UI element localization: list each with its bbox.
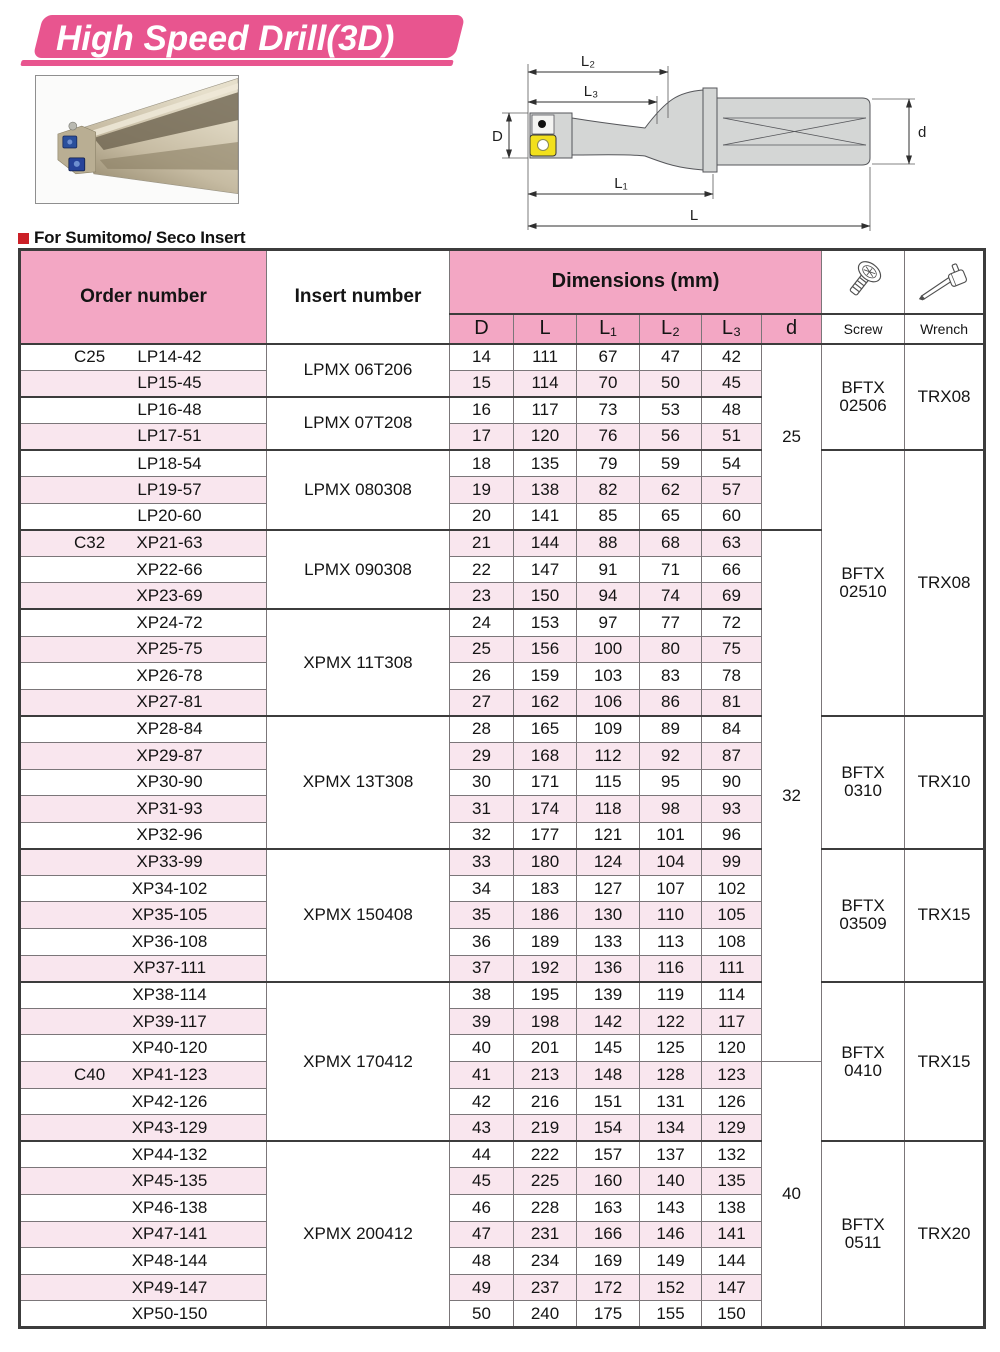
dim-cell: 135 xyxy=(514,450,577,477)
dim-cell: 183 xyxy=(514,875,577,902)
dim-cell: 138 xyxy=(514,476,577,503)
dim-cell: 35 xyxy=(450,902,514,929)
table-row xyxy=(20,716,985,743)
dim-cell: 88 xyxy=(577,530,640,557)
dim-cell: 85 xyxy=(577,503,640,530)
dim-cell: 102 xyxy=(702,875,762,902)
dim-cell: 27 xyxy=(450,689,514,716)
order-cell: XP31-93 xyxy=(20,796,267,823)
dim-cell: 89 xyxy=(640,716,702,743)
d-cell: 40 xyxy=(762,1062,822,1328)
dim-cell: 40 xyxy=(450,1035,514,1062)
order-cell: XP49-147 xyxy=(20,1274,267,1301)
insert-cell: XPMX 200412 xyxy=(267,1141,450,1327)
dim-cell: 149 xyxy=(640,1248,702,1275)
dim-cell: 142 xyxy=(577,1008,640,1035)
dim-cell: 41 xyxy=(450,1062,514,1089)
dim-cell: 180 xyxy=(514,849,577,876)
dim-cell: 29 xyxy=(450,742,514,769)
screw-label: Screw xyxy=(822,314,905,344)
dim-cell: 231 xyxy=(514,1221,577,1248)
dim-cell: 105 xyxy=(702,902,762,929)
dim-cell: 160 xyxy=(577,1168,640,1195)
dim-cell: 140 xyxy=(640,1168,702,1195)
dim-cell: 42 xyxy=(702,344,762,371)
dim-cell: 22 xyxy=(450,556,514,583)
dim-col-L3: L₃ xyxy=(702,314,762,344)
red-square-bullet-icon xyxy=(18,233,29,244)
order-cell: XP47-141 xyxy=(20,1221,267,1248)
dim-cell: 14 xyxy=(450,344,514,371)
order-cell: LP16-48 xyxy=(20,397,267,424)
dim-cell: 92 xyxy=(640,742,702,769)
screw-cell: BFTX 03509 xyxy=(822,849,905,982)
dim-cell: 84 xyxy=(702,716,762,743)
dim-cell: 186 xyxy=(514,902,577,929)
dim-cell: 42 xyxy=(450,1088,514,1115)
dim-cell: 126 xyxy=(702,1088,762,1115)
dim-cell: 76 xyxy=(577,423,640,450)
dim-cell: 166 xyxy=(577,1221,640,1248)
dim-cell: 95 xyxy=(640,769,702,796)
dim-cell: 24 xyxy=(450,609,514,636)
dim-cell: 152 xyxy=(640,1274,702,1301)
dim-cell: 43 xyxy=(450,1115,514,1142)
dim-cell: 25 xyxy=(450,636,514,663)
dim-cell: 78 xyxy=(702,663,762,690)
dimensions-header: Dimensions (mm) xyxy=(450,250,822,314)
section-label-text: For Sumitomo/ Seco Insert xyxy=(34,228,246,247)
dim-cell: 99 xyxy=(702,849,762,876)
dim-cell: 70 xyxy=(577,370,640,397)
dim-cell: 103 xyxy=(577,663,640,690)
dim-cell: 82 xyxy=(577,476,640,503)
dim-label-D: D xyxy=(492,128,503,145)
dim-cell: 101 xyxy=(640,822,702,849)
dim-label-L2: L₂ xyxy=(580,53,596,70)
dim-cell: 112 xyxy=(577,742,640,769)
drill-photo-illustration xyxy=(36,76,238,203)
order-cell: XP38-114 xyxy=(20,982,267,1009)
dim-cell: 168 xyxy=(514,742,577,769)
order-cell: XP33-99 xyxy=(20,849,267,876)
dim-cell: 104 xyxy=(640,849,702,876)
wrench-cell: TRX15 xyxy=(905,849,985,982)
dim-cell: 50 xyxy=(450,1301,514,1328)
dim-cell: 47 xyxy=(640,344,702,371)
dim-cell: 19 xyxy=(450,476,514,503)
dim-cell: 155 xyxy=(640,1301,702,1328)
dim-cell: 114 xyxy=(514,370,577,397)
order-prefix: C32 xyxy=(74,533,106,553)
dim-cell: 165 xyxy=(514,716,577,743)
dim-cell: 131 xyxy=(640,1088,702,1115)
dim-cell: 62 xyxy=(640,476,702,503)
dim-cell: 177 xyxy=(514,822,577,849)
dimension-diagram xyxy=(488,52,993,237)
dim-cell: 28 xyxy=(450,716,514,743)
table-row xyxy=(20,450,985,477)
dim-cell: 147 xyxy=(702,1274,762,1301)
dim-label-L1: L₁ xyxy=(614,175,628,192)
dim-cell: 213 xyxy=(514,1062,577,1089)
dim-cell: 97 xyxy=(577,609,640,636)
order-number-header: Order number xyxy=(20,250,267,344)
order-cell: XP24-72 xyxy=(20,609,267,636)
dim-cell: 201 xyxy=(514,1035,577,1062)
dim-cell: 171 xyxy=(514,769,577,796)
dim-cell: 132 xyxy=(702,1141,762,1168)
order-cell: XP43-129 xyxy=(20,1115,267,1142)
dim-cell: 130 xyxy=(577,902,640,929)
screw-icon-cell xyxy=(822,250,905,314)
wrench-cell: TRX15 xyxy=(905,982,985,1142)
dim-cell: 234 xyxy=(514,1248,577,1275)
dim-cell: 73 xyxy=(577,397,640,424)
insert-cell: XPMX 11T308 xyxy=(267,609,450,715)
dim-cell: 69 xyxy=(702,583,762,610)
insert-cell: XPMX 13T308 xyxy=(267,716,450,849)
order-cell: XP42-126 xyxy=(20,1088,267,1115)
screw-cell: BFTX 0310 xyxy=(822,716,905,849)
dim-cell: 119 xyxy=(640,982,702,1009)
insert-cell: LPMX 090308 xyxy=(267,530,450,610)
dim-cell: 57 xyxy=(702,476,762,503)
wrench-cell: TRX08 xyxy=(905,344,985,450)
dim-col-L: L xyxy=(514,314,577,344)
order-cell: XP46-138 xyxy=(20,1195,267,1222)
dim-cell: 222 xyxy=(514,1141,577,1168)
dim-cell: 237 xyxy=(514,1274,577,1301)
dim-cell: 141 xyxy=(702,1221,762,1248)
order-cell: C25 LP14-42 xyxy=(20,344,267,371)
insert-cell: XPMX 170412 xyxy=(267,982,450,1142)
insert-cell: LPMX 080308 xyxy=(267,450,450,530)
dim-cell: 46 xyxy=(450,1195,514,1222)
dim-cell: 143 xyxy=(640,1195,702,1222)
title-banner-underline xyxy=(20,60,453,66)
dim-cell: 225 xyxy=(514,1168,577,1195)
dim-cell: 113 xyxy=(640,929,702,956)
screw-cell: BFTX 02506 xyxy=(822,344,905,450)
insert-screw-dot xyxy=(538,120,546,128)
dim-cell: 16 xyxy=(450,397,514,424)
dim-cell: 45 xyxy=(450,1168,514,1195)
dim-cell: 189 xyxy=(514,929,577,956)
dim-col-D: D xyxy=(450,314,514,344)
order-cell: XP22-66 xyxy=(20,556,267,583)
dim-cell: 137 xyxy=(640,1141,702,1168)
dim-cell: 47 xyxy=(450,1221,514,1248)
dim-cell: 156 xyxy=(514,636,577,663)
dim-cell: 21 xyxy=(450,530,514,557)
dim-col-d: d xyxy=(762,314,822,344)
dim-cell: 26 xyxy=(450,663,514,690)
dim-cell: 71 xyxy=(640,556,702,583)
dim-cell: 111 xyxy=(702,955,762,982)
dim-cell: 129 xyxy=(702,1115,762,1142)
dim-cell: 93 xyxy=(702,796,762,823)
dim-cell: 54 xyxy=(702,450,762,477)
order-cell: XP50-150 xyxy=(20,1301,267,1328)
dim-cell: 144 xyxy=(702,1248,762,1275)
dim-cell: 153 xyxy=(514,609,577,636)
dim-cell: 30 xyxy=(450,769,514,796)
dim-cell: 162 xyxy=(514,689,577,716)
drill-drawing xyxy=(488,52,993,237)
dim-col-L2: L₂ xyxy=(640,314,702,344)
dim-cell: 133 xyxy=(577,929,640,956)
dim-cell: 81 xyxy=(702,689,762,716)
dim-cell: 77 xyxy=(640,609,702,636)
dim-cell: 90 xyxy=(702,769,762,796)
dim-cell: 60 xyxy=(702,503,762,530)
wrench-cell: TRX10 xyxy=(905,716,985,849)
spec-table-body xyxy=(20,344,985,1328)
order-cell: XP35-105 xyxy=(20,902,267,929)
dim-cell: 172 xyxy=(577,1274,640,1301)
dim-cell: 34 xyxy=(450,875,514,902)
dim-cell: 121 xyxy=(577,822,640,849)
order-cell: XP40-120 xyxy=(20,1035,267,1062)
dim-cell: 98 xyxy=(640,796,702,823)
dim-cell: 195 xyxy=(514,982,577,1009)
dim-cell: 51 xyxy=(702,423,762,450)
dim-cell: 154 xyxy=(577,1115,640,1142)
screw-cell: BFTX 02510 xyxy=(822,450,905,716)
dim-cell: 192 xyxy=(514,955,577,982)
dim-cell: 123 xyxy=(702,1062,762,1089)
insert-cell: LPMX 07T208 xyxy=(267,397,450,450)
dim-cell: 48 xyxy=(702,397,762,424)
dim-cell: 141 xyxy=(514,503,577,530)
product-photo xyxy=(35,75,239,204)
dim-cell: 68 xyxy=(640,530,702,557)
dim-label-d: d xyxy=(918,124,927,141)
dim-cell: 72 xyxy=(702,609,762,636)
order-cell: XP39-117 xyxy=(20,1008,267,1035)
order-cell: XP34-102 xyxy=(20,875,267,902)
dim-cell: 36 xyxy=(450,929,514,956)
dim-cell: 111 xyxy=(514,344,577,371)
dim-cell: 124 xyxy=(577,849,640,876)
dim-cell: 109 xyxy=(577,716,640,743)
dim-cell: 169 xyxy=(577,1248,640,1275)
order-cell: XP28-84 xyxy=(20,716,267,743)
dim-cell: 198 xyxy=(514,1008,577,1035)
table-row xyxy=(20,1141,985,1168)
order-cell: XP25-75 xyxy=(20,636,267,663)
dim-label-L: L xyxy=(689,207,699,224)
screw-icon xyxy=(822,251,904,313)
dim-cell: 125 xyxy=(640,1035,702,1062)
dim-cell: 146 xyxy=(640,1221,702,1248)
wrench-icon-cell xyxy=(905,250,985,314)
dim-cell: 80 xyxy=(640,636,702,663)
dim-cell: 44 xyxy=(450,1141,514,1168)
order-cell: XP26-78 xyxy=(20,663,267,690)
dim-cell: 91 xyxy=(577,556,640,583)
order-cell: XP29-87 xyxy=(20,742,267,769)
dim-cell: 87 xyxy=(702,742,762,769)
dim-cell: 32 xyxy=(450,822,514,849)
dim-cell: 74 xyxy=(640,583,702,610)
order-cell: C32 XP21-63 xyxy=(20,530,267,557)
page-title: High Speed Drill(3D) xyxy=(56,19,395,58)
dim-cell: 135 xyxy=(702,1168,762,1195)
dim-cell: 38 xyxy=(450,982,514,1009)
dim-cell: 216 xyxy=(514,1088,577,1115)
table-row xyxy=(20,982,985,1009)
insert-cell: XPMX 150408 xyxy=(267,849,450,982)
dim-cell: 53 xyxy=(640,397,702,424)
order-cell: XP32-96 xyxy=(20,822,267,849)
dim-cell: 56 xyxy=(640,423,702,450)
dim-cell: 75 xyxy=(702,636,762,663)
dim-cell: 83 xyxy=(640,663,702,690)
dim-cell: 150 xyxy=(514,583,577,610)
dim-cell: 134 xyxy=(640,1115,702,1142)
dim-cell: 139 xyxy=(577,982,640,1009)
dim-cell: 114 xyxy=(702,982,762,1009)
dim-cell: 150 xyxy=(702,1301,762,1328)
dim-cell: 67 xyxy=(577,344,640,371)
insert-cell: LPMX 06T206 xyxy=(267,344,450,397)
dim-cell: 23 xyxy=(450,583,514,610)
dim-cell: 96 xyxy=(702,822,762,849)
dim-col-L1: L₁ xyxy=(577,314,640,344)
dim-cell: 115 xyxy=(577,769,640,796)
dim-cell: 138 xyxy=(702,1195,762,1222)
order-cell: XP44-132 xyxy=(20,1141,267,1168)
dim-cell: 31 xyxy=(450,796,514,823)
d-cell: 25 xyxy=(762,344,822,530)
dim-cell: 106 xyxy=(577,689,640,716)
order-cell: LP20-60 xyxy=(20,503,267,530)
dim-cell: 151 xyxy=(577,1088,640,1115)
dim-cell: 65 xyxy=(640,503,702,530)
order-cell: C40 XP41-123 xyxy=(20,1062,267,1089)
dim-cell: 49 xyxy=(450,1274,514,1301)
dim-cell: 136 xyxy=(577,955,640,982)
dim-cell: 107 xyxy=(640,875,702,902)
order-cell: XP36-108 xyxy=(20,929,267,956)
wrench-cell: TRX20 xyxy=(905,1141,985,1327)
dim-cell: 39 xyxy=(450,1008,514,1035)
dim-cell: 118 xyxy=(577,796,640,823)
wrench-label: Wrench xyxy=(905,314,985,344)
screw-cell: BFTX 0410 xyxy=(822,982,905,1142)
dim-cell: 116 xyxy=(640,955,702,982)
dim-cell: 94 xyxy=(577,583,640,610)
dim-cell: 66 xyxy=(702,556,762,583)
dim-cell: 122 xyxy=(640,1008,702,1035)
dim-cell: 18 xyxy=(450,450,514,477)
order-cell: LP19-57 xyxy=(20,476,267,503)
spec-table xyxy=(18,248,986,1329)
order-cell: XP48-144 xyxy=(20,1248,267,1275)
dim-cell: 17 xyxy=(450,423,514,450)
dim-cell: 145 xyxy=(577,1035,640,1062)
order-cell: LP17-51 xyxy=(20,423,267,450)
table-row xyxy=(20,849,985,876)
d-cell: 32 xyxy=(762,530,822,1062)
dim-cell: 148 xyxy=(577,1062,640,1089)
dim-cell: 174 xyxy=(514,796,577,823)
dim-cell: 117 xyxy=(702,1008,762,1035)
dim-cell: 175 xyxy=(577,1301,640,1328)
dim-cell: 163 xyxy=(577,1195,640,1222)
screw-cell: BFTX 0511 xyxy=(822,1141,905,1327)
dim-cell: 147 xyxy=(514,556,577,583)
order-prefix: C40 xyxy=(74,1064,106,1084)
order-cell: LP18-54 xyxy=(20,450,267,477)
dim-cell: 144 xyxy=(514,530,577,557)
order-cell: XP45-135 xyxy=(20,1168,267,1195)
dim-cell: 110 xyxy=(640,902,702,929)
dim-cell: 86 xyxy=(640,689,702,716)
dim-cell: 100 xyxy=(577,636,640,663)
dim-cell: 63 xyxy=(702,530,762,557)
dim-cell: 33 xyxy=(450,849,514,876)
dim-cell: 50 xyxy=(640,370,702,397)
dim-cell: 59 xyxy=(640,450,702,477)
dim-cell: 117 xyxy=(514,397,577,424)
dim-cell: 45 xyxy=(702,370,762,397)
order-cell: XP23-69 xyxy=(20,583,267,610)
dim-cell: 219 xyxy=(514,1115,577,1142)
wrench-cell: TRX08 xyxy=(905,450,985,716)
dim-cell: 15 xyxy=(450,370,514,397)
order-prefix: C25 xyxy=(74,347,106,367)
dim-cell: 120 xyxy=(702,1035,762,1062)
wrench-icon xyxy=(905,251,983,313)
dim-cell: 20 xyxy=(450,503,514,530)
table-row xyxy=(20,344,985,371)
dim-cell: 108 xyxy=(702,929,762,956)
section-label xyxy=(18,228,245,248)
order-cell: XP27-81 xyxy=(20,689,267,716)
dim-cell: 157 xyxy=(577,1141,640,1168)
dim-cell: 228 xyxy=(514,1195,577,1222)
dim-cell: 48 xyxy=(450,1248,514,1275)
dim-cell: 240 xyxy=(514,1301,577,1328)
dim-cell: 120 xyxy=(514,423,577,450)
dim-cell: 79 xyxy=(577,450,640,477)
insert-number-header: Insert number xyxy=(267,250,450,344)
dim-cell: 159 xyxy=(514,663,577,690)
dim-cell: 127 xyxy=(577,875,640,902)
dim-cell: 37 xyxy=(450,955,514,982)
dim-cell: 128 xyxy=(640,1062,702,1089)
order-cell: LP15-45 xyxy=(20,370,267,397)
order-cell: XP37-111 xyxy=(20,955,267,982)
order-cell: XP30-90 xyxy=(20,769,267,796)
dim-label-L3: L₃ xyxy=(583,83,599,100)
